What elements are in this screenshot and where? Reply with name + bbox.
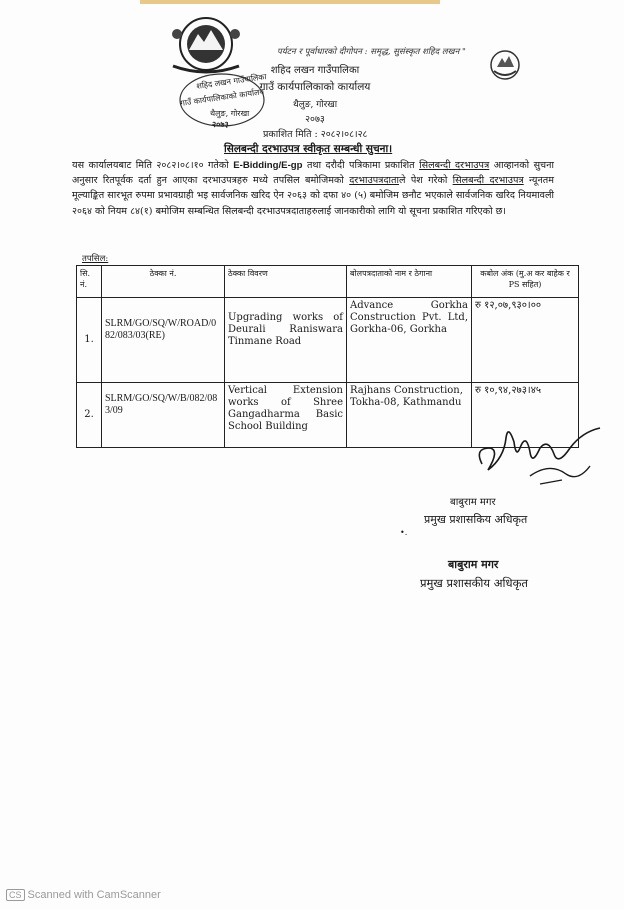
header-bidder: बोलपत्रदाताको नाम र ठेगाना xyxy=(347,266,472,298)
camscanner-watermark xyxy=(6,889,161,901)
row-sn: 1. xyxy=(77,298,102,383)
notice-body xyxy=(72,158,554,219)
body-bold-egp: E-Bidding/E-gp xyxy=(233,160,303,171)
body-underline-2: दरभाउपत्रदाता xyxy=(349,175,399,187)
row-description: Vertical Extension works of Shree Gangadharma Basic School Building xyxy=(225,383,347,448)
signatory-designation-handwritten: प्रमुख प्रशासकिय अधिकृत xyxy=(424,513,528,526)
signatory-name: बाबुराम मगर xyxy=(448,558,499,571)
slogan: पर्यटन र पूर्वाधारको दीगोपन : समृद्ध, सुसंस्कृत शहिद लखन " xyxy=(277,47,466,57)
row-package: SLRM/GO/SQ/W/ROAD/082/083/03(RE) xyxy=(102,298,225,383)
body-part-3: आव्हानको सुचना अनुसार रितपूर्वक दर्ता हुन आएका दरभाउपत्रहरु मध्ये तपसिल बमोजिमको xyxy=(72,160,554,187)
row-bidder: Rajhans Construction, Tokha-08, Kathmandu xyxy=(347,383,472,448)
table-caption: तपसिल: xyxy=(82,254,109,264)
top-color-band xyxy=(140,0,440,4)
notice-title: सिलबन्दी दरभाउपत्र स्वीकृत सम्बन्धी सुचना। xyxy=(224,143,393,155)
stamp-line-1: शहिद लखन गाउँपालिका xyxy=(195,72,268,91)
office-address: थैलुङ, गोरखा xyxy=(292,100,338,110)
body-part-1: यस कार्यालयबाट मिति २०८२।०८।१० गतेको xyxy=(72,160,229,171)
signatory-designation: प्रमुख प्रशासकीय अधिकृत xyxy=(420,576,528,590)
office-name: गाउँ कार्यपालिकाको कार्यालय xyxy=(259,81,371,93)
body-part-4: ले पेश गरेको xyxy=(399,175,448,187)
header-description: ठेक्का विवरण xyxy=(225,266,347,298)
row-bidder: Advance Gorkha Construction Pvt. Ltd, Gorkha-06, Gorkha xyxy=(347,298,472,383)
row-sn: 2. xyxy=(77,383,102,448)
body-underline-1: सिलबन्दी दरभाउपत्र xyxy=(419,160,490,171)
table-header-row xyxy=(77,266,579,298)
row-description: Upgrading works of Deurali Raniswara Tinmane Road xyxy=(225,298,347,383)
camscanner-logo-icon: CS xyxy=(6,889,25,901)
row-package: SLRM/GO/SQ/W/B/082/083/09 xyxy=(102,383,225,448)
row-amount: रु १०,९४,२७३।४५ xyxy=(472,383,579,448)
body-underline-3: सिलबन्दी दरभाउपत्र xyxy=(452,175,524,187)
government-logo-icon xyxy=(488,49,522,81)
signatory-name-handwritten: बाबुराम मगर xyxy=(450,497,496,508)
body-part-5: न्यूनतम मूल्याङ्कित सारभूत रुपमा प्रभावग्राही भइ सार्वजनिक खरिद ऐन २०६३ को दफा ४० (५) बमोजिम छनौट भएकाले सार्वजनिक खरिद नियमावली २०६४ को नियम ८४(१) बमोजिम सम्बन्धित सिलबन्दी दरभाउपत्रदाताहरुलाई जानकारीको लागि यो सूचना प्रकाशित गरिएको छ। xyxy=(72,175,554,217)
stamp-line-4: २०७३ xyxy=(212,119,229,129)
header-amount: कबोल अंक (मु.अ कर बाहेक र PS सहित) xyxy=(472,266,579,298)
established-year: २०७३ xyxy=(305,114,325,125)
row-amount: रु १२,०७,९३०।०० xyxy=(472,298,579,383)
watermark-text: Scanned with CamScanner xyxy=(27,889,161,901)
handwritten-signature-icon xyxy=(470,418,610,496)
stamp-line-3: थैलुङ, गोरखा xyxy=(210,109,250,118)
municipality-name: शहिद लखन गाउँपालिका xyxy=(270,65,360,76)
header-sn: सि. नं. xyxy=(77,266,102,298)
published-date: प्रकाशित मिति : २०८२।०८।२८ xyxy=(263,129,368,140)
body-part-2: तथा दरौदी पत्रिकामा प्रकाशित xyxy=(306,160,415,171)
dot-marks: •. xyxy=(400,528,408,537)
header-package: ठेक्का नं. xyxy=(102,266,225,298)
stamp-line-2: गाउँ कार्यपालिकाको कार्यालय xyxy=(179,87,265,108)
table-row xyxy=(77,298,579,383)
